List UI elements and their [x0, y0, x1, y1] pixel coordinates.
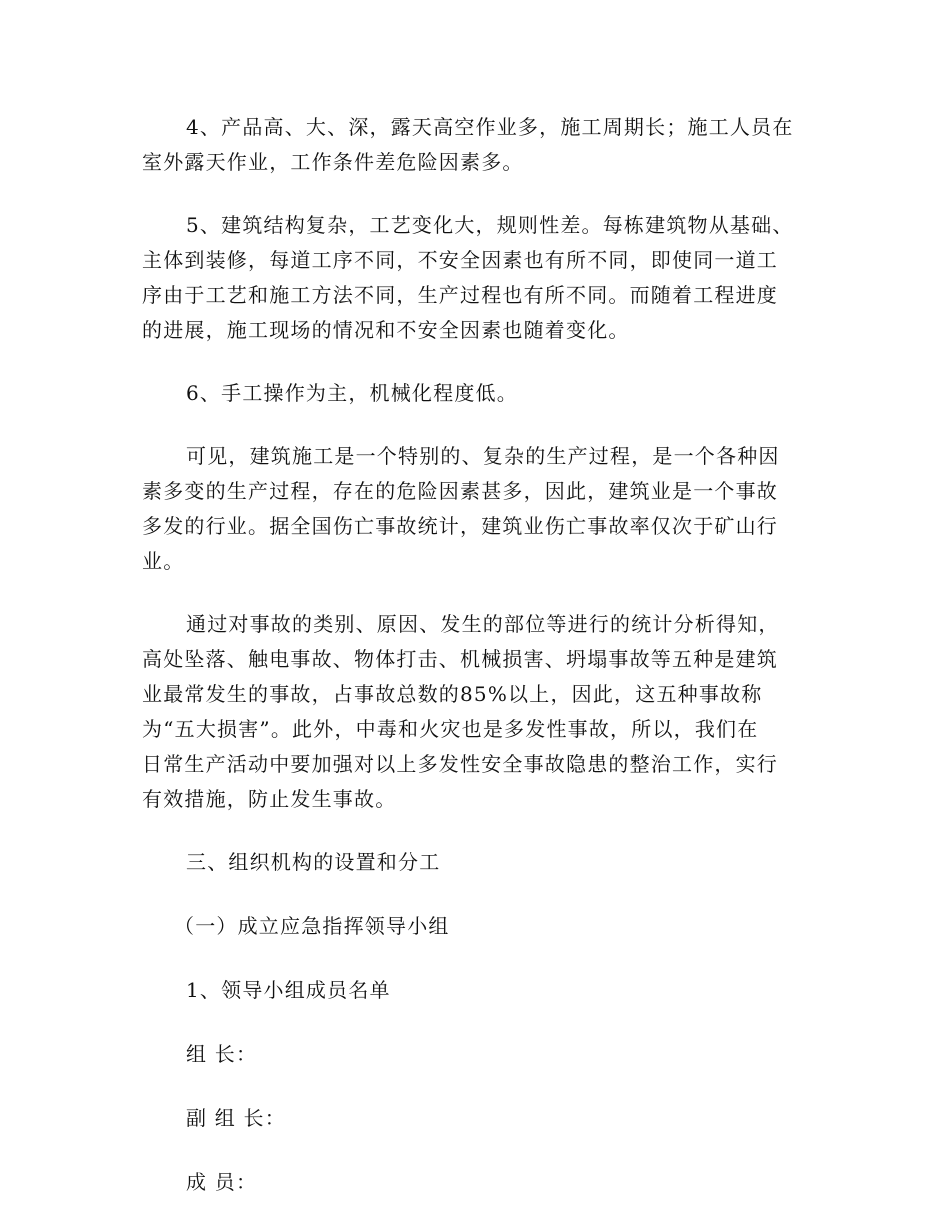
role-leader: 组 长：	[186, 1042, 258, 1066]
paragraph-item-4	[142, 110, 808, 180]
paragraph-statistics	[142, 607, 808, 817]
text-line: 室外露天作业，工作条件差危险因素多。	[142, 150, 524, 174]
text-line: 主体到装修，每道工序不同，不安全因素也有所不同，即使同一道工	[142, 248, 778, 272]
paragraph-item-5	[142, 208, 808, 348]
text-line: 素多变的生产过程，存在的危险因素甚多，因此，建筑业是一个事故	[142, 479, 778, 503]
document-page	[142, 110, 808, 1229]
text-line: 4、产品高、大、深，露天高空作业多，施工周期长；施工人员在	[186, 115, 794, 139]
subsection-heading: （一）成立应急指挥领导小组	[174, 914, 450, 938]
paragraph-conclusion	[142, 439, 808, 579]
role-members: 成 员：	[186, 1170, 258, 1194]
text-line: 序由于工艺和施工方法不同，生产过程也有所不同。而随着工程进度	[142, 283, 778, 307]
section-heading: 三、组织机构的设置和分工	[186, 850, 441, 874]
text-line: 通过对事故的类别、原因、发生的部位等进行的统计分析得知，	[186, 612, 780, 636]
text-line: 日常生产活动中要加强对以上多发性安全事故隐患的整治工作，实行	[142, 752, 778, 776]
role-deputy: 副 组 长：	[186, 1106, 286, 1130]
text-line: 多发的行业。据全国伤亡事故统计，建筑业伤亡事故率仅次于矿山行	[142, 514, 778, 538]
text-line: 6、手工操作为主，机械化程度低。	[186, 381, 518, 405]
text-line: 5、建筑结构复杂，工艺变化大，规则性差。每栋建筑物从基础、	[186, 213, 794, 237]
paragraph-item-6	[142, 376, 808, 411]
text-line: 业。	[142, 549, 185, 573]
text-line: 为“五大损害”。此外，中毒和火灾也是多发性事故，所以，我们在	[142, 717, 759, 741]
list-heading: 1、领导小组成员名单	[186, 978, 391, 1002]
text-line: 有效措施，防止发生事故。	[142, 787, 397, 811]
text-line: 可见，建筑施工是一个特别的、复杂的生产过程，是一个各种因	[186, 444, 780, 468]
text-line: 的进展，施工现场的情况和不安全因素也随着变化。	[142, 318, 630, 342]
text-line: 高处坠落、触电事故、物体打击、机械损害、坍塌事故等五种是建筑	[142, 647, 778, 671]
text-line: 业最常发生的事故，占事故总数的85%以上，因此，这五种事故称	[142, 682, 763, 706]
